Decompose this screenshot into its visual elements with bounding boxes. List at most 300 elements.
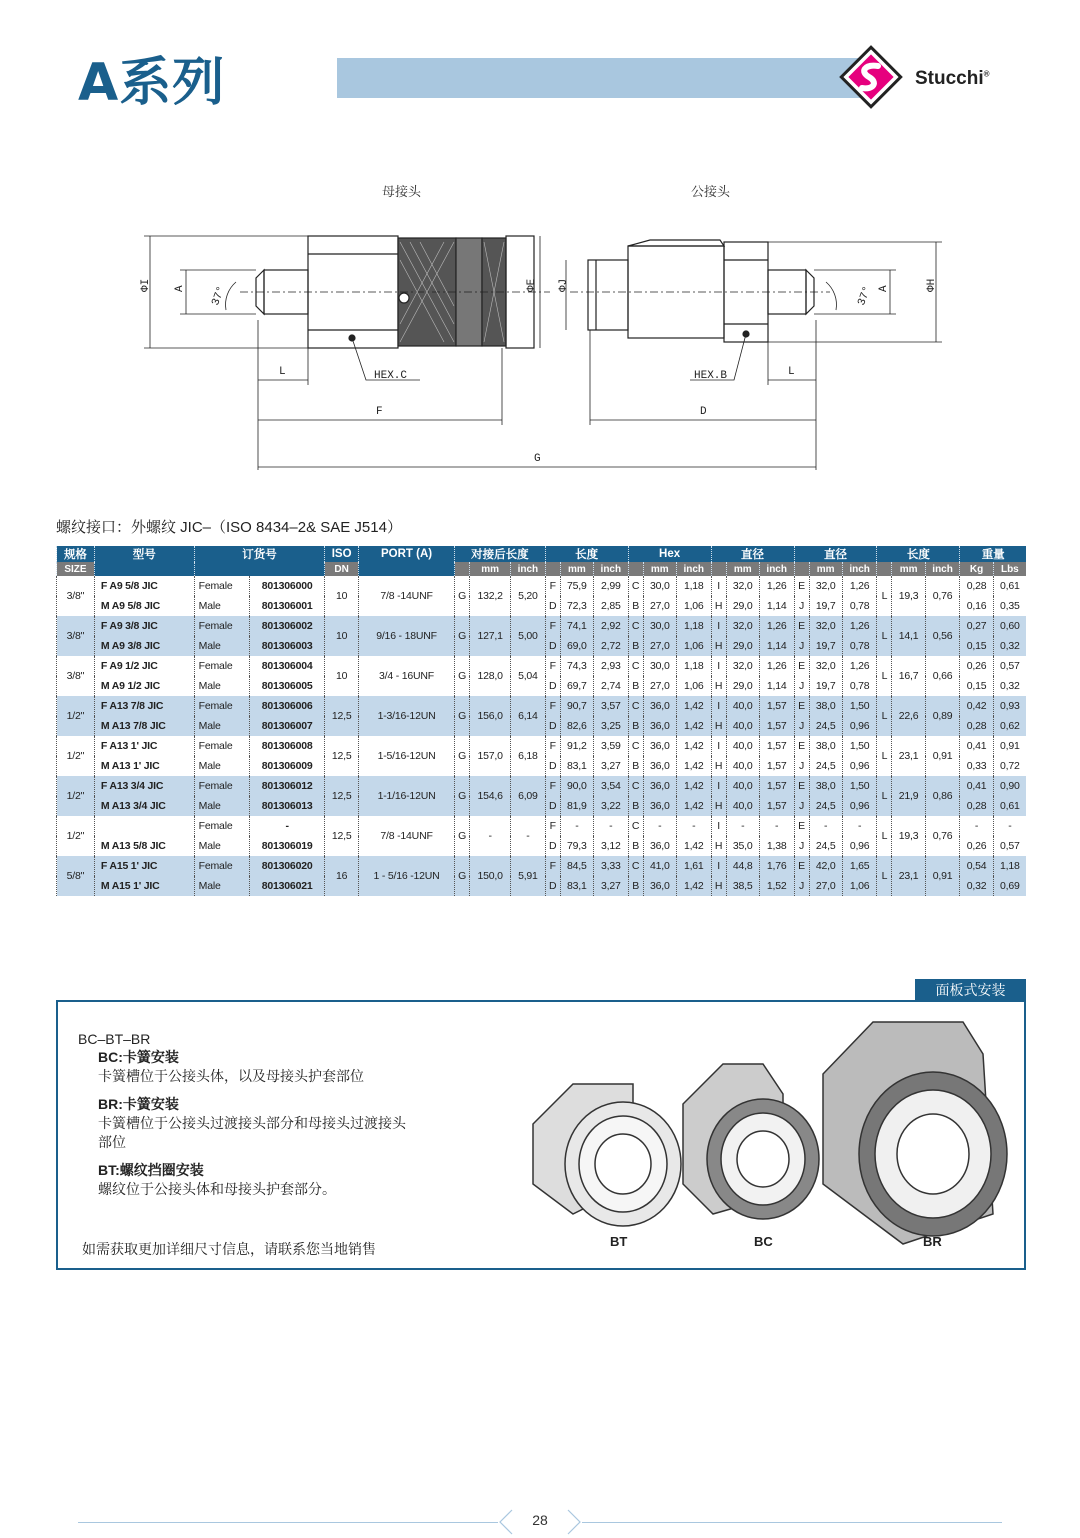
hex-letter-cell: C <box>628 576 643 596</box>
unit-inch: inch <box>925 562 960 576</box>
order-code-cell: 801306002 <box>249 616 324 636</box>
table-row <box>57 856 1027 876</box>
page-number: 28 <box>532 1512 548 1528</box>
model-cell: M A13 7/8 JIC <box>94 716 194 736</box>
diameter-letter-cell: H <box>711 636 726 656</box>
diameter2-letter-cell: E <box>794 696 809 716</box>
length-mm-cell: 74,1 <box>560 616 593 636</box>
length-letter-cell: D <box>545 716 560 736</box>
order-code-cell: 801306008 <box>249 736 324 756</box>
diameter2-mm-cell: 19,7 <box>809 676 842 696</box>
length-inch-cell: 2,92 <box>594 616 629 636</box>
diameter-letter-cell: H <box>711 876 726 896</box>
diameter-letter-cell: I <box>711 856 726 876</box>
col-port: PORT (A) <box>358 546 454 562</box>
hex-mm-cell: 36,0 <box>643 796 676 816</box>
g-letter-cell: G <box>455 856 470 896</box>
length-mm-cell: 82,6 <box>560 716 593 736</box>
panel-types: BC–BT–BR <box>78 1031 151 1047</box>
hex-inch-cell: 1,42 <box>676 736 711 756</box>
order-code-cell: 801306007 <box>249 716 324 736</box>
hex-inch-cell: 1,42 <box>676 696 711 716</box>
spec-table-body <box>57 576 1027 896</box>
hex-letter-cell: C <box>628 656 643 676</box>
dim-phi-e: ΦE <box>526 278 538 292</box>
unit-kg: Kg <box>960 562 993 576</box>
col-mated-length: 对接后长度 <box>455 546 546 562</box>
hex-letter-cell: B <box>628 876 643 896</box>
l-inch-cell: 0,76 <box>925 816 960 856</box>
unit-inch: inch <box>511 562 546 576</box>
length-letter-cell: F <box>545 696 560 716</box>
diameter-letter-cell: H <box>711 676 726 696</box>
diameter-mm-cell: 40,0 <box>726 716 759 736</box>
diameter2-mm-cell: 32,0 <box>809 616 842 636</box>
stucchi-logo <box>836 42 906 112</box>
g-letter-cell: G <box>455 736 470 776</box>
diameter2-mm-cell: 32,0 <box>809 656 842 676</box>
hex-inch-cell: 1,06 <box>676 636 711 656</box>
hex-inch-cell: 1,06 <box>676 676 711 696</box>
g-letter-cell: G <box>455 816 470 856</box>
diameter2-letter-cell: J <box>794 876 809 896</box>
length-inch-cell: 3,12 <box>594 836 629 856</box>
kind-cell: Female <box>194 816 249 836</box>
size-cell: 3/8" <box>57 656 95 696</box>
length-mm-cell: - <box>560 816 593 836</box>
diameter2-mm-cell: 24,5 <box>809 836 842 856</box>
diameter2-inch-cell: 0,96 <box>842 796 877 816</box>
order-code-cell: 801306012 <box>249 776 324 796</box>
weight-kg-cell: 0,28 <box>960 576 993 596</box>
diameter-inch-cell: 1,14 <box>759 636 794 656</box>
model-cell: F A13 7/8 JIC <box>94 696 194 716</box>
order-code-cell: 801306013 <box>249 796 324 816</box>
diameter2-letter-cell: E <box>794 816 809 836</box>
unit-inch: inch <box>594 562 629 576</box>
dn-cell: 12,5 <box>325 696 359 736</box>
g-letter-cell: G <box>455 616 470 656</box>
g-letter-cell: G <box>455 576 470 616</box>
diameter-inch-cell: 1,57 <box>759 776 794 796</box>
diameter-mm-cell: 32,0 <box>726 656 759 676</box>
diameter-inch-cell: 1,57 <box>759 756 794 776</box>
table-row <box>57 776 1027 796</box>
hex-inch-cell: 1,42 <box>676 756 711 776</box>
weight-lbs-cell: - <box>993 816 1026 836</box>
diameter2-letter-cell: J <box>794 836 809 856</box>
dn-cell: 12,5 <box>325 736 359 776</box>
col-dn: DN <box>325 562 359 576</box>
order-code-cell: 801306020 <box>249 856 324 876</box>
kind-cell: Female <box>194 576 249 596</box>
g-inch-cell: 5,00 <box>511 616 546 656</box>
hex-mm-cell: 36,0 <box>643 756 676 776</box>
diameter2-letter-cell: E <box>794 616 809 636</box>
length-mm-cell: 72,3 <box>560 596 593 616</box>
diameter-inch-cell: 1,14 <box>759 676 794 696</box>
l-letter-cell: L <box>877 816 892 856</box>
dn-cell: 10 <box>325 656 359 696</box>
diameter-mm-cell: 35,0 <box>726 836 759 856</box>
model-cell: F A9 5/8 JIC <box>94 576 194 596</box>
diameter-inch-cell: 1,57 <box>759 716 794 736</box>
model-cell: M A15 1' JIC <box>94 876 194 896</box>
diameter2-inch-cell: 0,78 <box>842 636 877 656</box>
dim-phi-h: ΦH <box>926 278 938 292</box>
g-mm-cell: - <box>470 816 511 856</box>
length-mm-cell: 90,0 <box>560 776 593 796</box>
diameter2-inch-cell: 0,96 <box>842 756 877 776</box>
dn-cell: 10 <box>325 576 359 616</box>
diameter-inch-cell: 1,26 <box>759 616 794 636</box>
diameter-letter-cell: I <box>711 776 726 796</box>
g-inch-cell: 5,91 <box>511 856 546 896</box>
g-inch-cell: 6,09 <box>511 776 546 816</box>
col-length-2: 长度 <box>877 546 960 562</box>
hex-letter-cell: B <box>628 836 643 856</box>
table-caption: 螺纹接口：外螺纹 JIC–（ISO 8434–2& SAE J514） <box>56 519 402 536</box>
port-cell: 1 - 5/16 -12UN <box>358 856 454 896</box>
unit-inch: inch <box>676 562 711 576</box>
br-title: BR:卡簧安装 <box>98 1096 179 1112</box>
diameter2-mm-cell: 38,0 <box>809 776 842 796</box>
length-inch-cell: 3,27 <box>594 876 629 896</box>
kind-cell: Male <box>194 876 249 896</box>
table-row <box>57 656 1027 676</box>
col-size: 规格 <box>57 546 95 562</box>
l-mm-cell: 22,6 <box>892 696 925 736</box>
diameter2-inch-cell: - <box>842 816 877 836</box>
order-code-cell: 801306009 <box>249 756 324 776</box>
length-letter-cell: F <box>545 776 560 796</box>
unit-mm: mm <box>643 562 676 576</box>
length-mm-cell: 74,3 <box>560 656 593 676</box>
hex-letter-cell: B <box>628 636 643 656</box>
diameter2-letter-cell: E <box>794 736 809 756</box>
l-mm-cell: 19,3 <box>892 576 925 616</box>
model-cell <box>94 816 194 836</box>
weight-lbs-cell: 0,57 <box>993 836 1026 856</box>
diameter2-mm-cell: 19,7 <box>809 596 842 616</box>
diameter2-letter-cell: J <box>794 636 809 656</box>
diameter2-inch-cell: 1,50 <box>842 736 877 756</box>
l-inch-cell: 0,66 <box>925 656 960 696</box>
length-letter-cell: D <box>545 636 560 656</box>
l-inch-cell: 0,91 <box>925 736 960 776</box>
unit-mm: mm <box>560 562 593 576</box>
diameter2-mm-cell: 19,7 <box>809 636 842 656</box>
dim-l-male: L <box>788 366 795 378</box>
diameter-mm-cell: - <box>726 816 759 836</box>
hex-mm-cell: 36,0 <box>643 876 676 896</box>
length-inch-cell: 3,33 <box>594 856 629 876</box>
dim-l-female: L <box>279 366 286 378</box>
length-inch-cell: 3,57 <box>594 696 629 716</box>
kind-cell: Female <box>194 696 249 716</box>
g-inch-cell: 6,18 <box>511 736 546 776</box>
model-cell: M A9 5/8 JIC <box>94 596 194 616</box>
dim-phi-i: ΦI <box>140 278 152 292</box>
diameter2-inch-cell: 1,50 <box>842 776 877 796</box>
table-row <box>57 816 1027 836</box>
diameter2-letter-cell: J <box>794 756 809 776</box>
kind-cell: Male <box>194 756 249 776</box>
diameter2-letter-cell: E <box>794 776 809 796</box>
unit-mm: mm <box>892 562 925 576</box>
l-letter-cell: L <box>877 656 892 696</box>
length-inch-cell: 2,72 <box>594 636 629 656</box>
weight-lbs-cell: 0,61 <box>993 576 1026 596</box>
weight-kg-cell: 0,15 <box>960 636 993 656</box>
diameter-mm-cell: 29,0 <box>726 596 759 616</box>
weight-kg-cell: 0,33 <box>960 756 993 776</box>
weight-kg-cell: 0,41 <box>960 776 993 796</box>
technical-drawing <box>0 170 1080 490</box>
diameter2-mm-cell: 38,0 <box>809 696 842 716</box>
diameter2-mm-cell: 24,5 <box>809 756 842 776</box>
weight-kg-cell: 0,41 <box>960 736 993 756</box>
model-cell: M A13 3/4 JIC <box>94 796 194 816</box>
port-cell: 1-3/16-12UN <box>358 696 454 736</box>
model-cell: F A13 3/4 JIC <box>94 776 194 796</box>
diameter2-inch-cell: 0,78 <box>842 596 877 616</box>
brand-name: Stucchi® <box>915 68 990 89</box>
model-cell: M A9 3/8 JIC <box>94 636 194 656</box>
model-cell: M A13 1' JIC <box>94 756 194 776</box>
br-text-2: 部位 <box>98 1134 126 1150</box>
diameter2-mm-cell: 42,0 <box>809 856 842 876</box>
size-cell: 3/8" <box>57 616 95 656</box>
order-code-cell: 801306021 <box>249 876 324 896</box>
bc-text: 卡簧槽位于公接头体，以及母接头护套部位 <box>98 1068 364 1084</box>
contact-note: 如需获取更加详细尺寸信息，请联系您当地销售 <box>82 1241 376 1257</box>
size-cell: 5/8" <box>57 856 95 896</box>
kind-cell: Male <box>194 796 249 816</box>
hex-inch-cell: 1,42 <box>676 796 711 816</box>
hex-inch-cell: 1,42 <box>676 776 711 796</box>
g-inch-cell: 6,14 <box>511 696 546 736</box>
weight-lbs-cell: 0,57 <box>993 656 1026 676</box>
diameter2-mm-cell: 27,0 <box>809 876 842 896</box>
diameter-letter-cell: H <box>711 596 726 616</box>
model-cell: F A13 1' JIC <box>94 736 194 756</box>
g-mm-cell: 156,0 <box>470 696 511 736</box>
hex-mm-cell: 36,0 <box>643 716 676 736</box>
length-letter-cell: F <box>545 856 560 876</box>
table-subheader-row <box>57 562 1027 576</box>
diameter-inch-cell: 1,14 <box>759 596 794 616</box>
diameter2-inch-cell: 0,96 <box>842 716 877 736</box>
dim-phi-j: ΦJ <box>558 278 570 292</box>
length-inch-cell: 2,99 <box>594 576 629 596</box>
spec-table <box>56 546 1026 896</box>
g-inch-cell: - <box>511 816 546 856</box>
kind-cell: Female <box>194 616 249 636</box>
col-iso: ISO <box>325 546 359 562</box>
diameter2-letter-cell: J <box>794 796 809 816</box>
length-letter-cell: F <box>545 656 560 676</box>
diameter2-inch-cell: 1,65 <box>842 856 877 876</box>
panel-mount-illustration <box>523 1014 1023 1254</box>
diameter2-letter-cell: J <box>794 676 809 696</box>
size-cell: 1/2" <box>57 776 95 816</box>
unit-inch: inch <box>842 562 877 576</box>
hex-mm-cell: 27,0 <box>643 636 676 656</box>
length-inch-cell: 3,59 <box>594 736 629 756</box>
weight-lbs-cell: 0,69 <box>993 876 1026 896</box>
length-inch-cell: 2,93 <box>594 656 629 676</box>
panel-mount-box <box>56 1000 1026 1270</box>
diameter-letter-cell: I <box>711 736 726 756</box>
diameter-letter-cell: I <box>711 616 726 636</box>
hex-mm-cell: 36,0 <box>643 836 676 856</box>
diameter2-mm-cell: 38,0 <box>809 736 842 756</box>
weight-kg-cell: 0,28 <box>960 716 993 736</box>
diameter-mm-cell: 29,0 <box>726 636 759 656</box>
hex-letter-cell: B <box>628 716 643 736</box>
diameter-mm-cell: 44,8 <box>726 856 759 876</box>
dn-cell: 12,5 <box>325 776 359 816</box>
length-mm-cell: 79,3 <box>560 836 593 856</box>
weight-lbs-cell: 0,35 <box>993 596 1026 616</box>
dim-d: D <box>700 406 707 418</box>
weight-kg-cell: 0,15 <box>960 676 993 696</box>
weight-lbs-cell: 0,90 <box>993 776 1026 796</box>
length-mm-cell: 84,5 <box>560 856 593 876</box>
weight-lbs-cell: 0,32 <box>993 676 1026 696</box>
length-inch-cell: 3,25 <box>594 716 629 736</box>
hex-letter-cell: C <box>628 616 643 636</box>
diameter-mm-cell: 32,0 <box>726 576 759 596</box>
weight-lbs-cell: 1,18 <box>993 856 1026 876</box>
size-cell: 1/2" <box>57 816 95 856</box>
weight-kg-cell: 0,54 <box>960 856 993 876</box>
length-mm-cell: 75,9 <box>560 576 593 596</box>
weight-lbs-cell: 0,62 <box>993 716 1026 736</box>
dim-a-female: A <box>174 285 186 292</box>
port-cell: 1-1/16-12UN <box>358 776 454 816</box>
diameter-letter-cell: I <box>711 576 726 596</box>
kind-cell: Male <box>194 676 249 696</box>
hex-mm-cell: 30,0 <box>643 576 676 596</box>
l-mm-cell: 21,9 <box>892 776 925 816</box>
weight-lbs-cell: 0,32 <box>993 636 1026 656</box>
diameter2-inch-cell: 1,26 <box>842 616 877 636</box>
g-inch-cell: 5,20 <box>511 576 546 616</box>
diameter2-mm-cell: 32,0 <box>809 576 842 596</box>
dn-cell: 16 <box>325 856 359 896</box>
l-mm-cell: 23,1 <box>892 736 925 776</box>
hex-mm-cell: 36,0 <box>643 696 676 716</box>
diameter2-letter-cell: J <box>794 716 809 736</box>
kind-cell: Male <box>194 596 249 616</box>
hex-inch-cell: 1,42 <box>676 876 711 896</box>
col-length: 长度 <box>545 546 628 562</box>
l-letter-cell: L <box>877 616 892 656</box>
diameter-letter-cell: I <box>711 816 726 836</box>
unit-lbs: Lbs <box>993 562 1026 576</box>
weight-lbs-cell: 0,72 <box>993 756 1026 776</box>
weight-kg-cell: 0,32 <box>960 876 993 896</box>
diameter-mm-cell: 40,0 <box>726 776 759 796</box>
kind-cell: Female <box>194 856 249 876</box>
length-letter-cell: D <box>545 676 560 696</box>
header-bar <box>337 58 867 98</box>
hex-inch-cell: 1,18 <box>676 656 711 676</box>
length-letter-cell: F <box>545 816 560 836</box>
diameter2-mm-cell: - <box>809 816 842 836</box>
hex-mm-cell: 30,0 <box>643 616 676 636</box>
l-letter-cell: L <box>877 576 892 616</box>
l-inch-cell: 0,56 <box>925 616 960 656</box>
diameter-mm-cell: 32,0 <box>726 616 759 636</box>
col-hex: Hex <box>628 546 711 562</box>
g-letter-cell: G <box>455 656 470 696</box>
diameter-inch-cell: 1,26 <box>759 656 794 676</box>
hex-inch-cell: 1,06 <box>676 596 711 616</box>
hex-inch-cell: 1,42 <box>676 836 711 856</box>
g-mm-cell: 127,1 <box>470 616 511 656</box>
dn-cell: 10 <box>325 616 359 656</box>
length-letter-cell: D <box>545 596 560 616</box>
hex-inch-cell: 1,18 <box>676 616 711 636</box>
hex-letter-cell: C <box>628 696 643 716</box>
diameter2-inch-cell: 1,26 <box>842 656 877 676</box>
l-inch-cell: 0,89 <box>925 696 960 736</box>
length-inch-cell: 2,85 <box>594 596 629 616</box>
length-letter-cell: D <box>545 796 560 816</box>
kind-cell: Female <box>194 656 249 676</box>
weight-lbs-cell: 0,93 <box>993 696 1026 716</box>
order-code-cell: 801306005 <box>249 676 324 696</box>
length-inch-cell: 3,22 <box>594 796 629 816</box>
diameter2-letter-cell: E <box>794 656 809 676</box>
l-mm-cell: 16,7 <box>892 656 925 696</box>
diameter-mm-cell: 29,0 <box>726 676 759 696</box>
panel-mount-tab: 面板式安装 <box>915 979 1026 1001</box>
kind-cell: Male <box>194 636 249 656</box>
diameter2-inch-cell: 1,26 <box>842 576 877 596</box>
model-cell: F A9 3/8 JIC <box>94 616 194 636</box>
diameter-inch-cell: 1,57 <box>759 696 794 716</box>
table-header-row <box>57 546 1027 562</box>
dim-hex-b: HEX.B <box>694 370 728 382</box>
hex-mm-cell: 41,0 <box>643 856 676 876</box>
hex-mm-cell: 36,0 <box>643 776 676 796</box>
hex-mm-cell: 30,0 <box>643 656 676 676</box>
weight-lbs-cell: 0,61 <box>993 796 1026 816</box>
hex-mm-cell: 27,0 <box>643 676 676 696</box>
hex-inch-cell: 1,42 <box>676 716 711 736</box>
unit-inch: inch <box>759 562 794 576</box>
table-row <box>57 736 1027 756</box>
length-letter-cell: D <box>545 836 560 856</box>
unit-mm: mm <box>809 562 842 576</box>
diameter-mm-cell: 40,0 <box>726 796 759 816</box>
kind-cell: Female <box>194 776 249 796</box>
order-code-cell: 801306000 <box>249 576 324 596</box>
g-mm-cell: 128,0 <box>470 656 511 696</box>
hex-inch-cell: - <box>676 816 711 836</box>
diameter-inch-cell: 1,76 <box>759 856 794 876</box>
l-inch-cell: 0,91 <box>925 856 960 896</box>
diameter2-letter-cell: E <box>794 856 809 876</box>
diameter-inch-cell: 1,38 <box>759 836 794 856</box>
dim-g: G <box>534 453 541 465</box>
g-mm-cell: 157,0 <box>470 736 511 776</box>
g-mm-cell: 150,0 <box>470 856 511 896</box>
